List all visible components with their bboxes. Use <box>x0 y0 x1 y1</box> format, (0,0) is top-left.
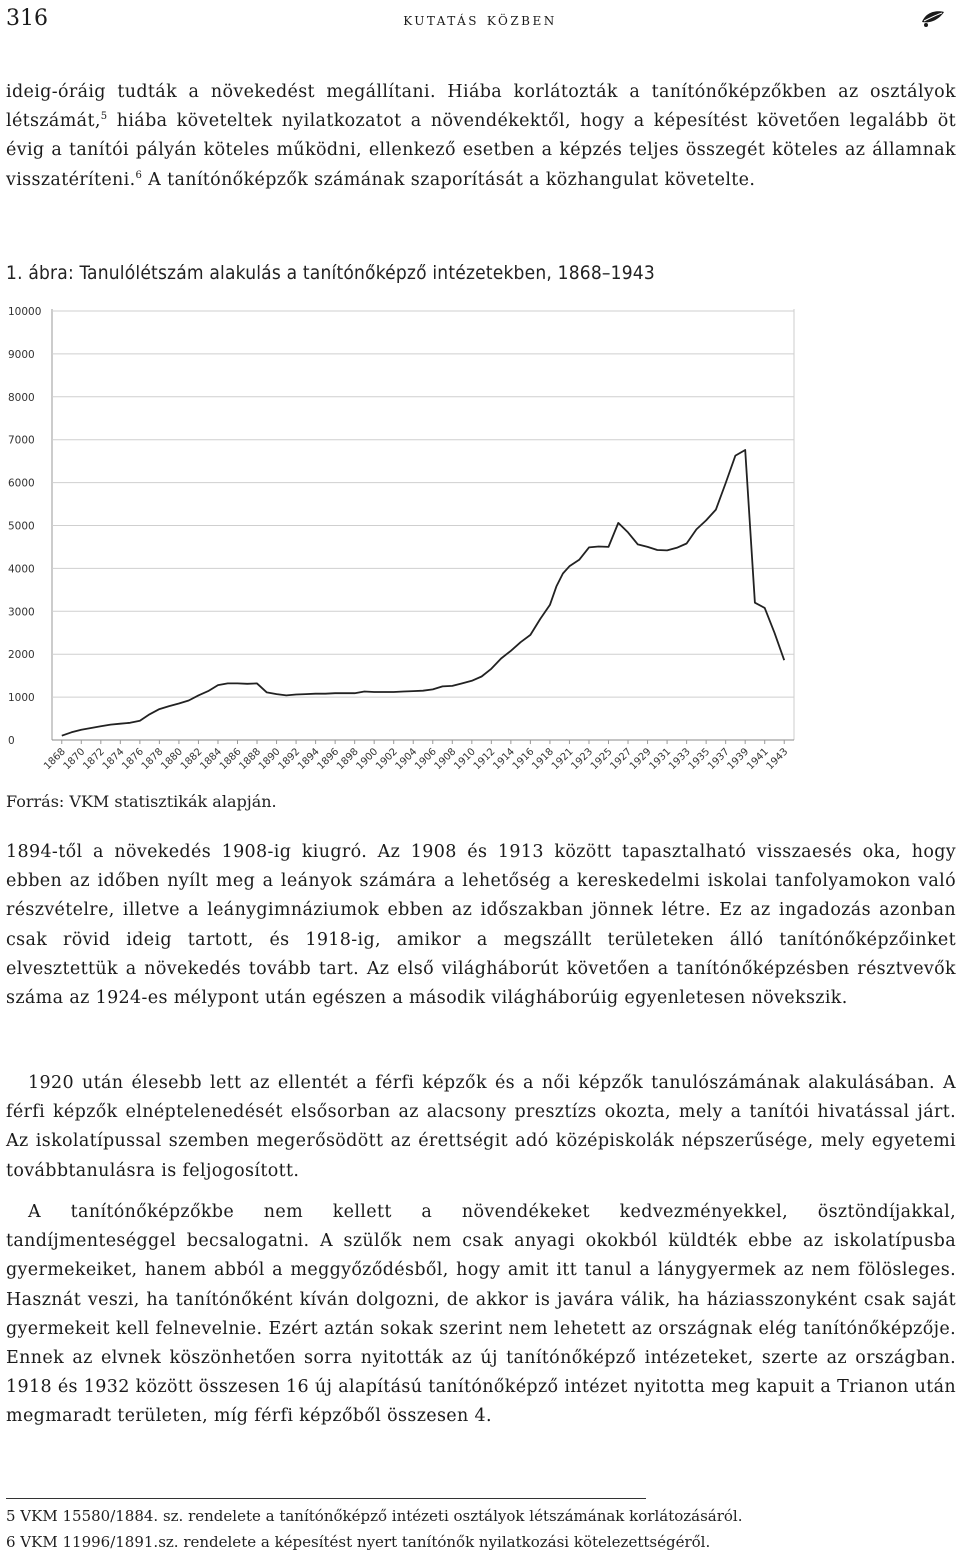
body-paragraph-1: 1894-től a növekedés 1908-ig kiugró. Az 1908 és 1913 között tapasztalható visszaesés oka, hogy ebben az időben nyílt meg a leányok számára a lehetőség a kereskedelmi iskolai tanfolyamokon való részvételre, illetve a leánygimnáziumok ebben az időszakban jönnek létre. Ez az ingadozás azonban csak rövid ideig tartott, és 1918-ig, amikor a megszállt területeken álló tanítónőképzőinket elvesztettük a növekedés tovább tart. Az első világháborút követően a tanítónőképzésben résztvevők száma az 1924-es mélypont után egészen a második világháborúig egyenletesen növekszik. <box>6 842 956 1009</box>
x-tick-label: 1896 <box>315 746 342 773</box>
x-tick-label: 1902 <box>374 746 400 773</box>
x-tick-label: 1939 <box>725 746 752 773</box>
figure-title: 1. ábra: Tanulólétszám alakulás a tanítónőképző intézetekben, 1868–1943 <box>6 262 655 284</box>
x-tick-label: 1912 <box>471 746 498 773</box>
footnote-ref-6[interactable]: 6 <box>135 169 143 181</box>
page-number: 316 <box>6 6 48 31</box>
x-tick-label: 1943 <box>764 746 791 773</box>
y-tick-label: 3000 <box>8 606 35 619</box>
x-tick-label: 1904 <box>393 746 420 773</box>
y-tick-label: 6000 <box>8 477 35 490</box>
intro-paragraph: ideig-óráig tudták a növekedést megállítani. Hiába korlátozták a tanítónőképzőkben az osztályok létszámát,$^5$ hiába követeltek nyilatkozatot a növendékektől, hogy a képesítést követően legalább öt évig a tanítói pályán köteles működni, ellenkező esetben a képzés teljes összegét köteles az államnak visszatéríteni.$^6$ A tanítónőképzők számának szaporítását a közhangulat követelte. <box>6 82 956 190</box>
x-tick-label: 1929 <box>627 746 654 773</box>
y-tick-label: 4000 <box>8 563 35 576</box>
body-paragraph-3: A tanítónőképzőkbe nem kellett a növendékeket kedvezményekkel, ösztöndíjakkal, tandíjmenteséggel becsalogatni. A szülők nem csak anyagi okokból küldték ebbe az iskolatípusba gyermekeiket, hanem abból a meggyőződésből, hogy amit itt tanul a lánygyermek az nem fölösleges. Hasznát veszi, ha tanítónőként kíván dolgozni, de akkor is javára válik, ha háziasszonyként csak saját gyermekeit kell felnevelnie. Ezért aztán sokak szerint nem lehetett az országnak elég tanítónőképzője. Ennek az elvnek köszönhetően sorra nyitották az új tanítónőképző intézeteket, szerte az országban. 1918 és 1932 között összesen 16 új alapítású tanítónőképző intézet nyitotta meg kapuit a Trianon után megmaradt területen, míg férfi képzőből összesen 4. <box>6 1202 956 1427</box>
page-header <box>6 6 954 34</box>
footnote-6: 6 VKM 11996/1891.sz. rendelete a képesítést nyert tanítónők nyilatkozási kötelezettségéről. <box>6 1533 711 1551</box>
body-paragraph-2: 1920 után élesebb lett az ellentét a férfi képzők és a női képzők tanulószámának alakulásában. A férfi képzők elnéptelenedését elsősorban az alacsony presztízs okozta, mely a tanítói hivatással járt. Az iskolatípussal szemben megerősödött az érettségit adó középiskolák népszerűsége, mely egyetemi továbbtanulásra is feljogosított. <box>6 1073 956 1181</box>
x-tick-label: 1908 <box>432 746 459 773</box>
x-tick-label: 1882 <box>178 746 205 773</box>
x-tick-label: 1925 <box>588 746 615 773</box>
x-tick-label: 1916 <box>510 746 537 773</box>
y-tick-label: 8000 <box>8 391 35 404</box>
x-tick-label: 1892 <box>276 746 303 773</box>
x-tick-label: 1927 <box>608 746 635 773</box>
x-tick-label: 1923 <box>569 746 596 773</box>
footnote-ref-5[interactable]: 5 <box>100 111 108 123</box>
x-tick-label: 1890 <box>256 746 283 773</box>
x-tick-label: 1880 <box>159 746 186 773</box>
leaf-ornament-icon <box>920 8 946 33</box>
x-tick-label: 1900 <box>354 746 381 773</box>
x-tick-label: 1872 <box>81 746 107 773</box>
x-tick-label: 1898 <box>335 746 361 773</box>
y-tick-label: 0 <box>8 735 15 747</box>
x-tick-label: 1910 <box>452 746 478 773</box>
x-tick-label: 1894 <box>295 746 322 773</box>
x-tick-label: 1878 <box>139 746 166 773</box>
x-tick-label: 1886 <box>217 746 244 773</box>
x-tick-label: 1870 <box>61 746 88 773</box>
x-tick-label: 1921 <box>549 746 576 773</box>
x-tick-label: 1937 <box>706 746 732 773</box>
x-tick-label: 1931 <box>647 746 674 773</box>
footnote-5: 5 VKM 15580/1884. sz. rendelete a tanítónőképző intézeti osztályok létszámának korlátozásáról. <box>6 1507 743 1525</box>
y-tick-label: 10000 <box>8 306 42 318</box>
x-tick-label: 1876 <box>120 746 146 773</box>
x-tick-label: 1935 <box>686 746 713 773</box>
enrollment-series-line <box>62 450 784 736</box>
x-tick-label: 1884 <box>198 746 225 773</box>
y-tick-label: 7000 <box>8 434 35 447</box>
figure-source: Forrás: VKM statisztikák alapján. <box>6 792 277 811</box>
x-tick-label: 1918 <box>530 746 557 773</box>
enrollment-line-chart <box>0 298 820 784</box>
y-tick-label: 2000 <box>8 649 35 662</box>
x-tick-label: 1888 <box>237 746 264 773</box>
x-tick-label: 1906 <box>413 746 439 773</box>
y-tick-label: 5000 <box>8 520 35 533</box>
x-tick-label: 1914 <box>491 746 517 773</box>
running-title: kutatás közben <box>403 10 557 30</box>
y-tick-label: 9000 <box>8 348 35 361</box>
footnote-divider <box>6 1498 646 1499</box>
x-tick-label: 1868 <box>42 746 68 773</box>
x-tick-label: 1933 <box>666 746 693 773</box>
x-tick-label: 1941 <box>745 746 771 773</box>
x-tick-label: 1874 <box>100 746 127 773</box>
y-tick-label: 1000 <box>8 692 35 705</box>
